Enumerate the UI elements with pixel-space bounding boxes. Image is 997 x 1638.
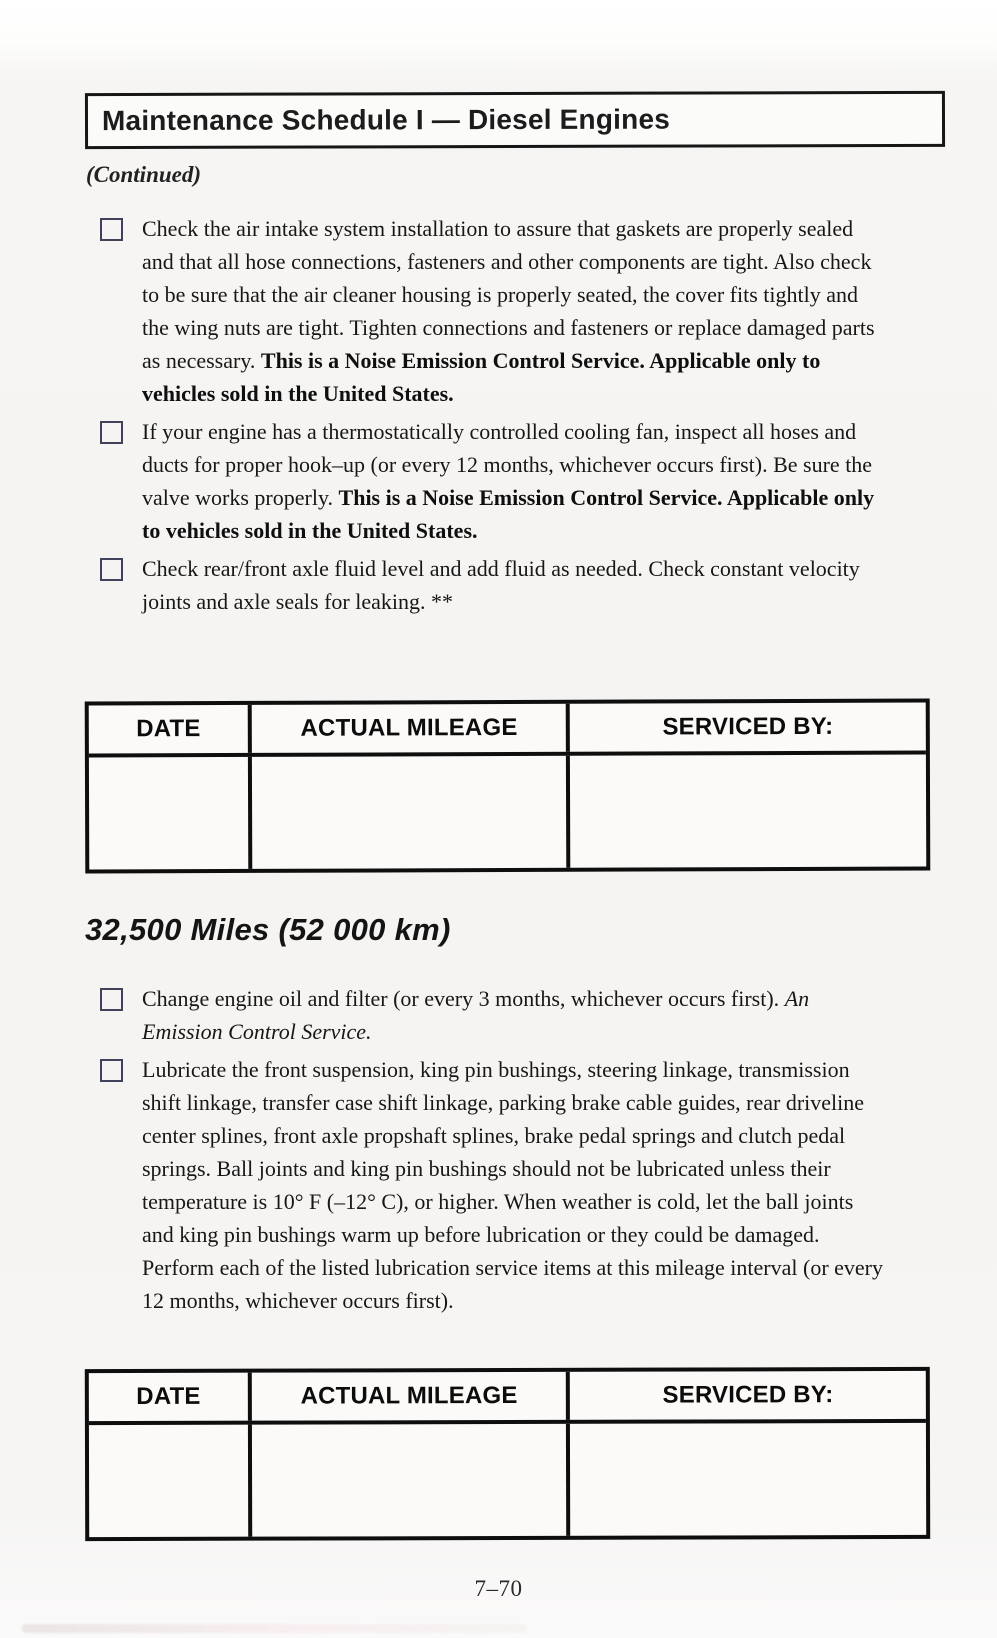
service-record-table-2 bbox=[85, 1367, 930, 1541]
table-cell-serviced-by bbox=[570, 1423, 926, 1536]
table-cell-date bbox=[89, 757, 253, 870]
table-header-actual-mileage: ACTUAL MILEAGE bbox=[252, 1372, 570, 1421]
checklist-item-text bbox=[142, 415, 890, 547]
checkbox-icon bbox=[100, 988, 123, 1011]
table-row bbox=[89, 755, 926, 870]
table-header-serviced-by: SERVICED BY: bbox=[662, 712, 834, 741]
table-header-actual-mileage: ACTUAL MILEAGE bbox=[252, 704, 570, 753]
checklist-lower bbox=[100, 982, 900, 1322]
checklist-item-text bbox=[142, 982, 890, 1048]
table-cell-serviced-by bbox=[570, 755, 926, 868]
item-text-run: If your engine has a thermostatically controlled cooling fan, inspect all hoses and ducts for proper hook–up (or every 12 months, whichever occurs first). Be sure the valve works properly. bbox=[142, 419, 873, 510]
mileage-heading: 32,500 Miles (52 000 km) bbox=[85, 912, 451, 947]
item-italic-run: An Emission Control Service. bbox=[142, 986, 810, 1044]
scan-artifact bbox=[22, 1624, 527, 1633]
section-title-box bbox=[85, 91, 945, 149]
item-text-run: Change engine oil and filter (or every 3 months, whichever occurs first). bbox=[142, 986, 785, 1011]
item-text-run: Lubricate the front suspension, king pin bushings, steering linkage, transmission shift linkage, transfer case shift linkage, parking brake cable guides, rear driveline center splines, front axle propshaft splines, brake pedal springs and clutch pedal springs. Ball joints and king pin bushings should not be lubricated unless their temperature is 10° F (–12° C), or higher. When weather is cold, let the ball joints and king pin bushings warm up before lubrication or they could be damaged. Perform each of the listed lubrication service items at this mileage interval (or every 12 months, whichever occurs first). bbox=[142, 1057, 884, 1313]
checklist-item-cooling-fan bbox=[100, 415, 900, 547]
page-number: 7–70 bbox=[474, 1576, 523, 1601]
continued-label: (Continued) bbox=[86, 162, 202, 187]
page-title: Maintenance Schedule I — Diesel Engines bbox=[101, 103, 671, 137]
table-cell-date bbox=[89, 1425, 252, 1537]
table-cell-actual-mileage bbox=[252, 1424, 570, 1537]
item-bold-run: This is a Noise Emission Control Service. Applicable only to vehicles sold in the United States. bbox=[142, 485, 875, 543]
table-header-row bbox=[89, 703, 926, 758]
checkbox-icon bbox=[100, 218, 123, 241]
checkbox-icon bbox=[100, 421, 123, 444]
table-header-row bbox=[89, 1371, 926, 1425]
checklist-item-text bbox=[142, 1053, 890, 1317]
table-header-date: DATE bbox=[89, 1373, 252, 1421]
item-text-run: Check rear/front axle fluid level and add fluid as needed. Check constant velocity joints and axle seals for leaking. ** bbox=[142, 556, 860, 614]
checklist-item-oil-filter bbox=[100, 982, 900, 1048]
item-bold-run: This is a Noise Emission Control Service. Applicable only to vehicles sold in the United States. bbox=[142, 348, 821, 406]
table-header-serviced-by: SERVICED BY: bbox=[662, 1381, 834, 1409]
checklist-upper bbox=[100, 212, 900, 623]
checklist-item-air-intake bbox=[100, 212, 900, 410]
table-row bbox=[89, 1423, 926, 1537]
checklist-item-text bbox=[142, 552, 890, 618]
checklist-item-axle-fluid bbox=[100, 552, 900, 618]
checklist-item-lubricate bbox=[100, 1053, 900, 1317]
item-text-run: Check the air intake system installation to assure that gaskets are properly sealed and that all hose connections, fasteners and other components are tight. Also check to be sure that the air cleaner housing is properly seated, the cover fits tightly and the wing nuts are tight. Tighten connections and fasteners or replace damaged parts as necessary. bbox=[142, 216, 875, 373]
checkbox-icon bbox=[100, 1059, 123, 1082]
service-record-table-1 bbox=[85, 699, 931, 874]
table-header-date: DATE bbox=[89, 705, 252, 754]
checkbox-icon bbox=[100, 558, 123, 581]
table-cell-actual-mileage bbox=[252, 756, 570, 869]
checklist-item-text bbox=[142, 212, 890, 410]
